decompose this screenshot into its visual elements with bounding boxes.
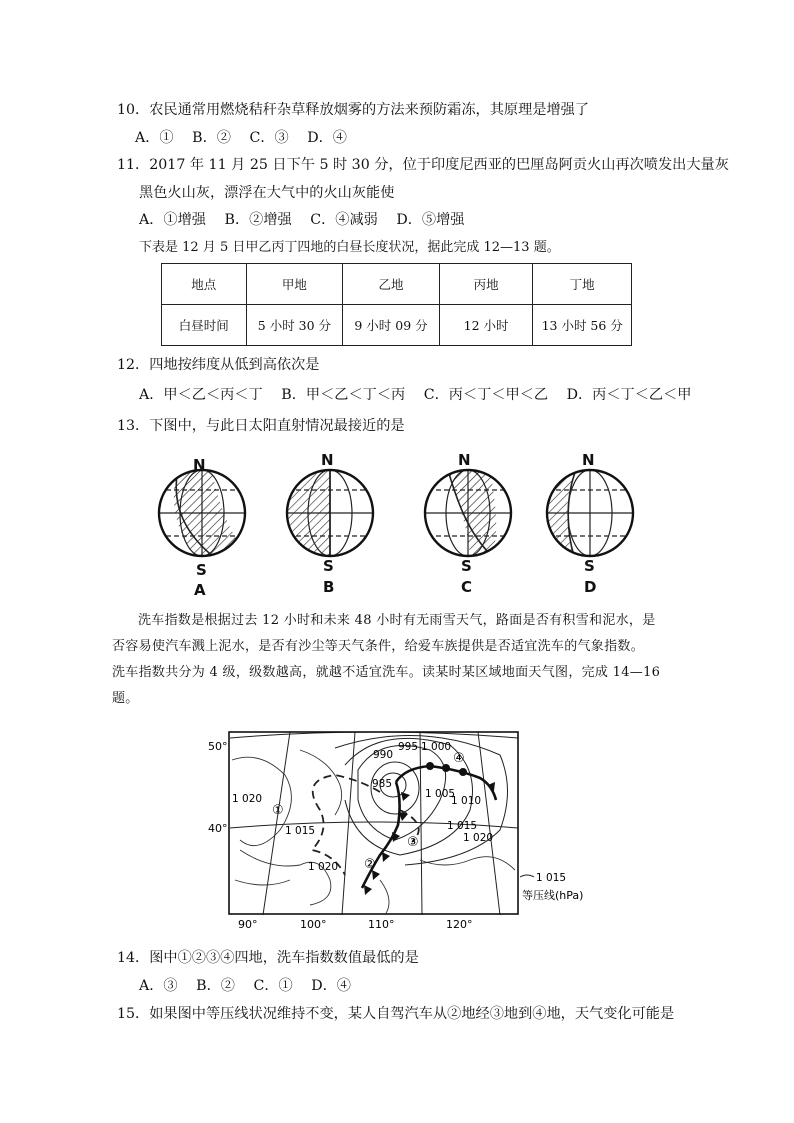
globe-diagrams [0, 450, 794, 620]
passage-line: 题。 [112, 691, 139, 706]
point-2[interactable]: ② [364, 857, 376, 872]
q12-option-d[interactable]: D．丙＜丁＜乙＜甲 [566, 387, 692, 403]
isobar-label: 990 [373, 749, 394, 761]
point-4[interactable]: ④ [453, 751, 465, 766]
globe-c[interactable] [420, 470, 520, 556]
globe-b-label[interactable]: B [323, 578, 335, 596]
weather-map [0, 730, 794, 930]
isobar-label: 1 005 [425, 788, 456, 800]
q14-option-b[interactable]: B．② [196, 978, 235, 994]
q11-options [139, 210, 478, 230]
table-cell: 5 小时 30 分 [246, 305, 343, 346]
isobar-label: 1 015 [447, 820, 478, 832]
q11-stem-line2: 黑色火山灰，漂浮在大气中的火山灰能使 [139, 185, 395, 201]
isobar-label: 1 020 [308, 861, 339, 873]
isobar-label: 995 [398, 741, 419, 753]
q12-option-a[interactable]: A．甲＜乙＜丙＜丁 [139, 387, 263, 403]
globe-b-south: S [323, 557, 334, 575]
q14-option-d[interactable]: D．④ [311, 978, 351, 994]
q11-option-d[interactable]: D．⑤增强 [396, 212, 465, 228]
table-cell: 13 小时 56 分 [533, 305, 632, 346]
q11-stem-line1: 11．2017 年 11 月 25 日下午 5 时 30 分，位于印度尼西亚的巴厘岛阿贡火山再次喷发出大量灰 [117, 157, 729, 173]
daylength-table [161, 263, 632, 346]
legend-value: 1 015 [536, 872, 567, 884]
lon-label: 100° [300, 918, 327, 930]
passage [112, 608, 682, 712]
q12-options [139, 385, 691, 405]
q12-option-c[interactable]: C．丙＜丁＜甲＜乙 [423, 387, 549, 403]
globe-a[interactable] [150, 468, 260, 560]
lon-label: 120° [446, 918, 473, 930]
table-cell: 12 小时 [439, 305, 533, 346]
table-row [162, 305, 632, 346]
globe-d-north: N [582, 451, 595, 469]
globe-d-label[interactable]: D [584, 578, 597, 596]
globe-a-north: N [193, 456, 206, 474]
table-header-cell: 丁地 [533, 264, 632, 305]
isobar-label: 1 020 [232, 793, 263, 805]
table-cell: 白昼时间 [162, 305, 247, 346]
globe-d-south: S [584, 557, 595, 575]
table-header-cell: 乙地 [343, 264, 440, 305]
q11-option-b[interactable]: B．②增强 [224, 212, 292, 228]
lat-label: 50° [208, 740, 228, 753]
isobar-label: 1 020 [463, 832, 494, 844]
q11-option-a[interactable]: A．①增强 [139, 212, 206, 228]
legend-label: 等压线(hPa) [522, 889, 584, 902]
q14-option-a[interactable]: A．③ [139, 978, 178, 994]
q14-options [139, 976, 365, 996]
q12-stem: 12．四地按纬度从低到高依次是 [117, 357, 320, 373]
q14-stem: 14．图中①②③④四地，洗车指数数值最低的是 [117, 950, 419, 966]
table-header-cell: 甲地 [246, 264, 343, 305]
globe-c-south: S [461, 557, 472, 575]
q10-option-d[interactable]: D．④ [307, 130, 347, 146]
globe-c-label[interactable]: C [461, 578, 473, 596]
q13-stem: 13．下图中，与此日太阳直射情况最接近的是 [117, 418, 405, 434]
globe-a-label[interactable]: A [194, 581, 206, 599]
isobar-label: 1 000 [421, 741, 452, 753]
isobar-label: 985 [372, 778, 393, 790]
q12-option-b[interactable]: B．甲＜乙＜丁＜丙 [281, 387, 406, 403]
lon-label: 110° [368, 918, 395, 930]
q11-option-c[interactable]: C．④减弱 [310, 212, 378, 228]
table-header-row [162, 264, 632, 305]
passage-line: 洗车指数共分为 4 级，级数越高，就越不适宜洗车。读某时某区域地面天气图，完成 14—16 [112, 665, 661, 680]
passage-line: 洗车指数是根据过去 12 小时和未来 48 小时有无雨雪天气，路面是否有积雪和泥水，是 [138, 613, 656, 628]
point-1[interactable]: ① [272, 803, 284, 818]
q15-stem: 15．如果图中等压线状况维持不变，某人自驾汽车从②地经③地到④地，天气变化可能是 [117, 1006, 675, 1022]
globe-d[interactable] [540, 470, 640, 556]
q10-option-b[interactable]: B．② [192, 130, 231, 146]
globe-b[interactable] [280, 470, 380, 556]
q10-options [135, 128, 361, 148]
lat-label: 40° [208, 822, 228, 835]
isobar-label: 1 010 [451, 795, 482, 807]
q10-option-c[interactable]: C．③ [249, 130, 289, 146]
point-3[interactable]: ③ [407, 835, 419, 850]
table-cell: 9 小时 09 分 [343, 305, 440, 346]
lon-label: 90° [238, 918, 258, 930]
table-header-cell: 丙地 [439, 264, 533, 305]
q10-stem: 10．农民通常用燃烧秸秆杂草释放烟雾的方法来预防霜冻，其原理是增强了 [117, 102, 590, 118]
isobar-label: 1 015 [285, 825, 316, 837]
globe-a-south: S [196, 561, 207, 579]
table-header-cell: 地点 [162, 264, 247, 305]
globe-c-north: N [458, 451, 471, 469]
globe-b-north: N [321, 451, 334, 469]
q10-option-a[interactable]: A．① [135, 130, 174, 146]
q14-option-c[interactable]: C．① [253, 978, 293, 994]
passage-line: 否容易使汽车溅上泥水，是否有沙尘等天气条件，给爱车族提供是否适宜洗车的气象指数。 [112, 639, 645, 654]
table-intro: 下表是 12 月 5 日甲乙丙丁四地的白昼长度状况，据此完成 12—13 题。 [139, 240, 560, 255]
